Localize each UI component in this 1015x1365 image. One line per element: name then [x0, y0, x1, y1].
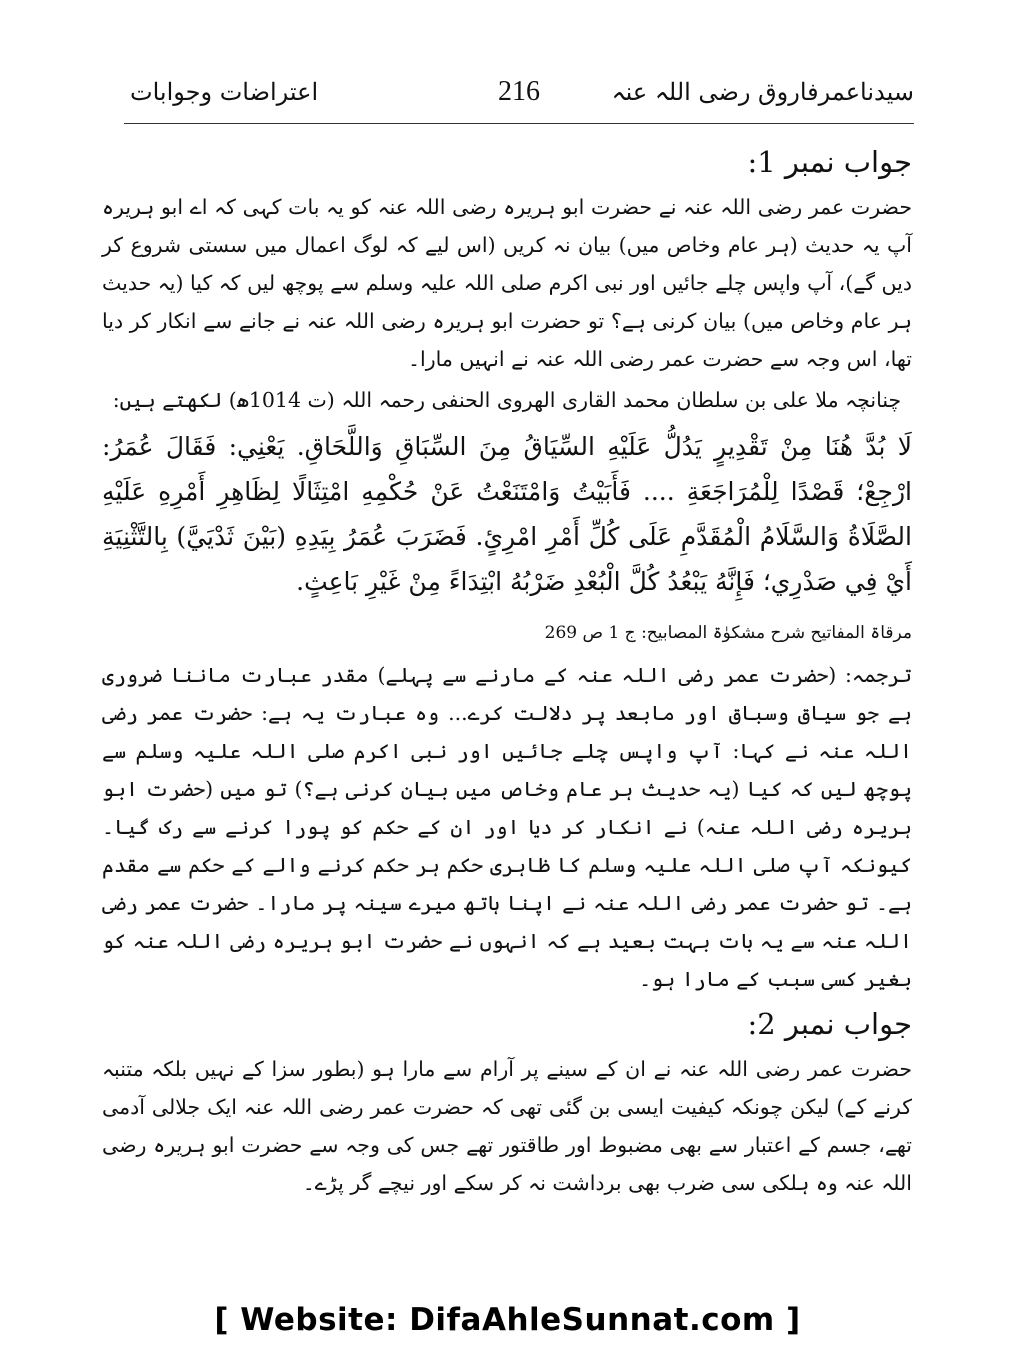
section-title: اعتراضات وجوابات: [130, 78, 319, 106]
header-divider: [124, 123, 914, 124]
quote-introduction: چنانچہ ملا علی بن سلطان محمد القاری الھروی الحنفی رحمہ اللہ (ت 1014ھ) لکھتے ہیں:: [112, 388, 902, 412]
book-title: سیدناعمرفاروق رضی اللہ عنہ: [611, 78, 914, 106]
arabic-quotation: لَا بُدَّ هُنَا مِنْ تَقْدِيرٍ يَدُلُّ عَلَيْهِ السِّيَاقُ مِنَ السِّبَاقِ وَاللَّحَاقِ. يَعْنِي: فَقَالَ عُمَرُ: ارْجِعْ؛ قَصْدًا لِلْمُرَاجَعَةِ .... فَأَبَيْتُ وَامْتَنَعْتُ عَنْ حُكْمِهِ امْتِثَالًا لِظَاهِرِ أَمْرِهِ عَلَيْهِ الصَّلَاةُ وَالسَّلَامُ الْمُقَدَّمِ عَلَى كُلِّ أَمْرِ امْرِئٍ. فَضَرَبَ عُمَرُ بِيَدِهِ (بَيْنَ ثَدْيَيَّ) بِالتَّثْنِيَةِ أَيْ فِي صَدْرِي؛ فَإِنَّهُ يَبْعُدُ كُلَّ الْبُعْدِ ضَرْبُهُ ابْتِدَاءً مِنْ غَيْرِ بَاعِثٍ.: [102, 432, 912, 596]
answer-2-paragraph: حضرت عمر رضی اللہ عنہ نے ان کے سینے پر آرام سے مارا ہو (بطور سزا کے نہیں بلکہ متنبہ کرنے کے) لیکن چونکہ کیفیت ایسی بن گئی تھی کہ حضرت عمر رضی اللہ عنہ ایک جلالی آدمی تھے، جسم کے اعتبار سے بھی مضبوط اور طاقتور تھے جس کی وجہ سے حضرت ابو ہریرہ رضی اللہ عنہ وہ ہلکی سی ضرب بھی برداشت نہ کر سکے اور نیچے گر پڑے۔: [102, 1057, 912, 1195]
running-header: [124, 78, 914, 122]
page-number: 216: [498, 76, 540, 107]
answer-1-heading: جواب نمبر 1:: [747, 145, 912, 179]
answer-1-paragraph: حضرت عمر رضی اللہ عنہ نے حضرت ابو ہریرہ رضی اللہ عنہ کو یہ بات کہی کہ اے ابو ہریرہ آپ یہ حدیث (ہر عام وخاص میں) بیان نہ کریں (اس لیے کہ لوگ اعمال میں سستی شروع کر دیں گے)، آپ واپس چلے جائیں اور نبی اکرم صلی اللہ علیہ وسلم سے پوچھ لیں کہ کیا (یہ حدیث ہر عام وخاص میں) بیان کرنی ہے؟ تو حضرت ابو ہریرہ رضی اللہ عنہ نے جانے سے انکار کر دیا تھا، اس وجہ سے حضرت عمر رضی اللہ عنہ نے انہیں مارا۔: [102, 195, 912, 371]
answer-2-heading: جواب نمبر 2:: [747, 1007, 912, 1041]
page-body: [102, 138, 912, 1202]
website-banner: [ Website: DifaAhleSunnat.com ]: [214, 1302, 801, 1338]
translation-paragraph: ترجمہ: (حضرت عمر رضی اللہ عنہ کے مارنے سے پہلے) مقدر عبارت ماننا ضروری ہے جو سیاق وسباق اور مابعد پر دلالت کرے... وہ عبارت یہ ہے: حضرت عمر رضی اللہ عنہ نے کہا: آپ واپس چلے جائیں اور نبی اکرم صلی اللہ علیہ وسلم سے پوچھ لیں کہ کیا (یہ حدیث ہر عام وخاص میں بیان کرنی ہے؟) تو میں (حضرت ابو ہریرہ رضی اللہ عنہ) نے انکار کر دیا اور ان کے حکم کو پورا کرنے سے رک گیا۔ کیونکہ آپ صلی اللہ علیہ وسلم کا ظاہری حکم ہر حکم کرنے والے کے حکم سے مقدم ہے۔ تو حضرت عمر رضی اللہ عنہ نے اپنا ہاتھ میرے سینہ پر مارا۔ حضرت عمر رضی اللہ عنہ سے یہ بات بہت بعید ہے کہ انہوں نے حضرت ابو ہریرہ رضی اللہ عنہ کو بغیر کسی سبب کے مارا ہو۔: [102, 663, 912, 991]
source-reference: مرقاۃ المفاتیح شرح مشکوٰۃ المصابیح: ج 1 ص 269: [544, 623, 912, 643]
